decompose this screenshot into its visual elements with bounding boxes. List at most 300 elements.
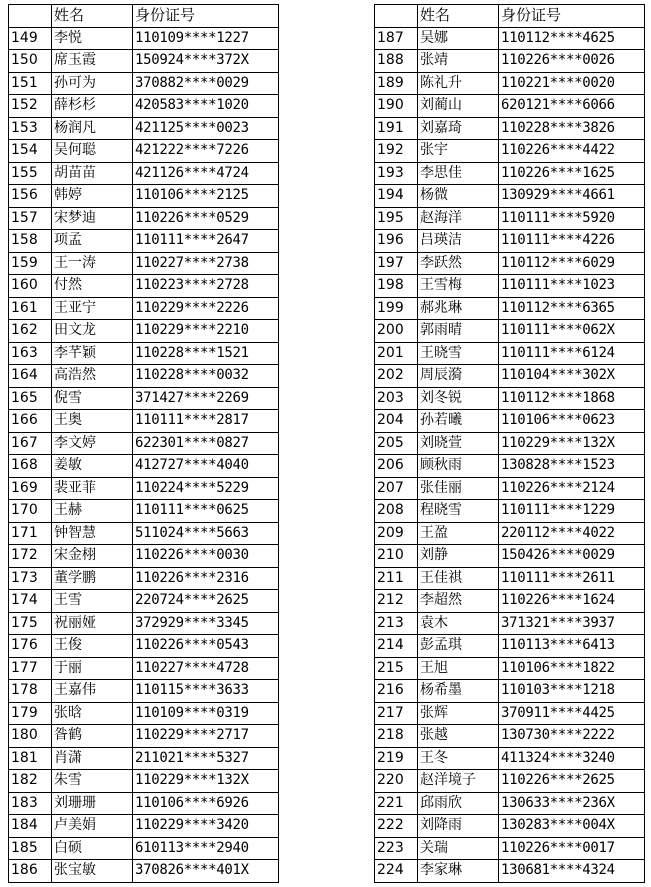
- id-number-cell[interactable]: 130633****236X: [499, 792, 645, 815]
- id-number-cell[interactable]: 110226****0026: [499, 50, 645, 73]
- row-index-cell[interactable]: 175: [9, 612, 52, 635]
- name-cell[interactable]: 席玉霞: [52, 50, 133, 73]
- id-header-cell[interactable]: 身份证号: [133, 5, 279, 28]
- row-index-cell[interactable]: 207: [375, 477, 418, 500]
- name-cell[interactable]: 杨希墨: [418, 680, 499, 703]
- row-index-cell[interactable]: 212: [375, 590, 418, 613]
- left-roster-table: [8, 4, 279, 883]
- table-row: [375, 500, 645, 523]
- name-cell[interactable]: 王雪梅: [418, 275, 499, 298]
- id-number-cell[interactable]: 110111****4226: [499, 230, 645, 253]
- row-index-cell[interactable]: 222: [375, 815, 418, 838]
- name-cell[interactable]: 邱雨欣: [418, 792, 499, 815]
- row-index-cell[interactable]: 184: [9, 815, 52, 838]
- row-index-cell[interactable]: 170: [9, 500, 52, 523]
- row-index-cell[interactable]: 179: [9, 702, 52, 725]
- id-number-cell[interactable]: 110109****1227: [133, 27, 279, 50]
- id-number-cell[interactable]: 150924****372X: [133, 50, 279, 73]
- name-cell[interactable]: 王一涛: [52, 252, 133, 275]
- id-number-cell[interactable]: 421126****4724: [133, 162, 279, 185]
- row-index-cell[interactable]: 168: [9, 455, 52, 478]
- row-index-cell[interactable]: 180: [9, 725, 52, 748]
- table-row: [9, 27, 279, 50]
- row-index-cell[interactable]: 181: [9, 747, 52, 770]
- table-row: [375, 477, 645, 500]
- name-cell[interactable]: 卢美娟: [52, 815, 133, 838]
- row-index-cell[interactable]: 156: [9, 185, 52, 208]
- name-cell[interactable]: 孙可为: [52, 72, 133, 95]
- row-index-cell[interactable]: 192: [375, 140, 418, 163]
- name-cell[interactable]: 张晗: [52, 702, 133, 725]
- row-index-cell[interactable]: 203: [375, 387, 418, 410]
- id-number-cell[interactable]: 421125****0023: [133, 117, 279, 140]
- row-index-cell[interactable]: 193: [375, 162, 418, 185]
- name-cell[interactable]: 裴亚菲: [52, 477, 133, 500]
- name-cell[interactable]: 昝鹤: [52, 725, 133, 748]
- id-number-cell[interactable]: 110109****0319: [133, 702, 279, 725]
- name-cell[interactable]: 周辰漪: [418, 365, 499, 388]
- id-number-cell[interactable]: 110113****6413: [499, 635, 645, 658]
- table-row: [375, 72, 645, 95]
- name-cell[interactable]: 刘晓萱: [418, 432, 499, 455]
- name-cell[interactable]: 张靖: [418, 50, 499, 73]
- id-number-cell[interactable]: 110106****6926: [133, 792, 279, 815]
- name-cell[interactable]: 张宝敏: [52, 860, 133, 883]
- id-number-cell[interactable]: 110112****6029: [499, 252, 645, 275]
- right-roster-table: [374, 4, 645, 883]
- row-index-cell[interactable]: 194: [375, 185, 418, 208]
- name-cell[interactable]: 李超然: [418, 590, 499, 613]
- row-index-cell[interactable]: 202: [375, 365, 418, 388]
- table-row: [375, 252, 645, 275]
- name-cell[interactable]: 郭雨晴: [418, 320, 499, 343]
- row-index-cell[interactable]: 215: [375, 657, 418, 680]
- name-cell[interactable]: 肖潇: [52, 747, 133, 770]
- name-cell[interactable]: 李文婷: [52, 432, 133, 455]
- row-index-cell[interactable]: 159: [9, 252, 52, 275]
- table-row: [375, 275, 645, 298]
- table-row: [375, 140, 645, 163]
- row-index-cell[interactable]: 173: [9, 567, 52, 590]
- row-index-cell[interactable]: 221: [375, 792, 418, 815]
- name-cell[interactable]: 刘蔺山: [418, 95, 499, 118]
- id-number-cell[interactable]: 110111****2817: [133, 410, 279, 433]
- table-row: [9, 432, 279, 455]
- name-cell[interactable]: 袁木: [418, 612, 499, 635]
- name-cell[interactable]: 王晓雪: [418, 342, 499, 365]
- row-index-cell[interactable]: 152: [9, 95, 52, 118]
- row-index-cell[interactable]: 205: [375, 432, 418, 455]
- row-index-cell[interactable]: 204: [375, 410, 418, 433]
- table-row: [375, 342, 645, 365]
- name-cell[interactable]: 田文龙: [52, 320, 133, 343]
- name-cell[interactable]: 关瑞: [418, 837, 499, 860]
- id-number-cell[interactable]: 110229****2226: [133, 297, 279, 320]
- row-index-cell[interactable]: 165: [9, 387, 52, 410]
- id-number-cell[interactable]: 110111****2647: [133, 230, 279, 253]
- name-cell[interactable]: 王旭: [418, 657, 499, 680]
- name-cell[interactable]: 王冬: [418, 747, 499, 770]
- row-index-cell[interactable]: 210: [375, 545, 418, 568]
- row-index-cell[interactable]: 164: [9, 365, 52, 388]
- table-row: [375, 792, 645, 815]
- row-index-cell[interactable]: 182: [9, 770, 52, 793]
- row-index-cell[interactable]: 209: [375, 522, 418, 545]
- row-index-cell[interactable]: 214: [375, 635, 418, 658]
- table-row: [9, 140, 279, 163]
- table-row: [9, 680, 279, 703]
- table-row: [375, 410, 645, 433]
- index-header-cell[interactable]: [9, 5, 52, 28]
- name-cell[interactable]: 李跃然: [418, 252, 499, 275]
- table-row: [375, 635, 645, 658]
- row-index-cell[interactable]: 216: [375, 680, 418, 703]
- name-cell[interactable]: 吕瑛洁: [418, 230, 499, 253]
- name-cell[interactable]: 王盈: [418, 522, 499, 545]
- id-number-cell[interactable]: 220112****4022: [499, 522, 645, 545]
- right-table-body: [375, 5, 645, 883]
- row-index-cell[interactable]: 161: [9, 297, 52, 320]
- name-cell[interactable]: 孙若曦: [418, 410, 499, 433]
- table-row: [9, 95, 279, 118]
- row-index-cell[interactable]: 178: [9, 680, 52, 703]
- name-cell[interactable]: 彭孟琪: [418, 635, 499, 658]
- id-number-cell[interactable]: 110112****4625: [499, 27, 645, 50]
- name-cell[interactable]: 李芊颖: [52, 342, 133, 365]
- id-number-cell[interactable]: 110226****1625: [499, 162, 645, 185]
- id-number-cell[interactable]: 110226****2316: [133, 567, 279, 590]
- table-row: [9, 770, 279, 793]
- row-index-cell[interactable]: 183: [9, 792, 52, 815]
- name-cell[interactable]: 赵海洋: [418, 207, 499, 230]
- name-cell[interactable]: 顾秋雨: [418, 455, 499, 478]
- table-row: [9, 500, 279, 523]
- table-row: [375, 27, 645, 50]
- table-row: [9, 410, 279, 433]
- table-row: [9, 207, 279, 230]
- table-row: [9, 612, 279, 635]
- name-cell[interactable]: 付然: [52, 275, 133, 298]
- table-row: [9, 590, 279, 613]
- name-cell[interactable]: 胡苗苗: [52, 162, 133, 185]
- name-cell[interactable]: 李思佳: [418, 162, 499, 185]
- name-cell[interactable]: 宋金栩: [52, 545, 133, 568]
- id-number-cell[interactable]: 110229****2210: [133, 320, 279, 343]
- row-index-cell[interactable]: 223: [375, 837, 418, 860]
- name-cell[interactable]: 高浩然: [52, 365, 133, 388]
- id-number-cell[interactable]: 421222****7226: [133, 140, 279, 163]
- name-cell[interactable]: 张越: [418, 725, 499, 748]
- table-row: [375, 657, 645, 680]
- row-index-cell[interactable]: 211: [375, 567, 418, 590]
- name-cell[interactable]: 李家琳: [418, 860, 499, 883]
- id-number-cell[interactable]: 110224****5229: [133, 477, 279, 500]
- row-index-cell[interactable]: 196: [375, 230, 418, 253]
- id-number-cell[interactable]: 110226****0030: [133, 545, 279, 568]
- id-number-cell[interactable]: 110104****302X: [499, 365, 645, 388]
- row-index-cell[interactable]: 151: [9, 72, 52, 95]
- name-cell[interactable]: 朱雪: [52, 770, 133, 793]
- row-index-cell[interactable]: 155: [9, 162, 52, 185]
- id-number-cell[interactable]: 110111****5920: [499, 207, 645, 230]
- name-cell[interactable]: 吴何聪: [52, 140, 133, 163]
- row-index-cell[interactable]: 162: [9, 320, 52, 343]
- table-row: [375, 185, 645, 208]
- id-number-cell[interactable]: 110226****0017: [499, 837, 645, 860]
- id-number-cell[interactable]: 420583****1020: [133, 95, 279, 118]
- row-index-cell[interactable]: 218: [375, 725, 418, 748]
- row-index-cell[interactable]: 172: [9, 545, 52, 568]
- table-row: [9, 117, 279, 140]
- row-index-cell[interactable]: 199: [375, 297, 418, 320]
- table-row: [9, 837, 279, 860]
- row-index-cell[interactable]: 150: [9, 50, 52, 73]
- id-number-cell[interactable]: 211021****5327: [133, 747, 279, 770]
- name-cell[interactable]: 刘静: [418, 545, 499, 568]
- name-cell[interactable]: 项孟: [52, 230, 133, 253]
- row-index-cell[interactable]: 176: [9, 635, 52, 658]
- row-index-cell[interactable]: 177: [9, 657, 52, 680]
- id-number-cell[interactable]: 370911****4425: [499, 702, 645, 725]
- id-number-cell[interactable]: 110106****1822: [499, 657, 645, 680]
- row-index-cell[interactable]: 198: [375, 275, 418, 298]
- table-row: [9, 387, 279, 410]
- id-number-cell[interactable]: 150426****0029: [499, 545, 645, 568]
- name-header-cell[interactable]: 姓名: [418, 5, 499, 28]
- header-row: [9, 5, 279, 28]
- name-cell[interactable]: 张佳丽: [418, 477, 499, 500]
- id-number-cell[interactable]: 110226****1624: [499, 590, 645, 613]
- table-row: [375, 567, 645, 590]
- id-number-cell[interactable]: 110115****3633: [133, 680, 279, 703]
- name-cell[interactable]: 王雪: [52, 590, 133, 613]
- name-header-cell[interactable]: 姓名: [52, 5, 133, 28]
- id-number-cell[interactable]: 110227****4728: [133, 657, 279, 680]
- row-index-cell[interactable]: 186: [9, 860, 52, 883]
- id-number-cell[interactable]: 110103****1218: [499, 680, 645, 703]
- id-number-cell[interactable]: 110111****062X: [499, 320, 645, 343]
- row-index-cell[interactable]: 206: [375, 455, 418, 478]
- name-cell[interactable]: 薛杉杉: [52, 95, 133, 118]
- row-index-cell[interactable]: 157: [9, 207, 52, 230]
- id-number-cell[interactable]: 110229****132X: [499, 432, 645, 455]
- table-row: [9, 252, 279, 275]
- table-row: [375, 162, 645, 185]
- row-index-cell[interactable]: 185: [9, 837, 52, 860]
- name-cell[interactable]: 姜敏: [52, 455, 133, 478]
- id-number-cell[interactable]: 110229****3420: [133, 815, 279, 838]
- table-row: [9, 50, 279, 73]
- id-number-cell[interactable]: 110228****3826: [499, 117, 645, 140]
- table-row: [9, 522, 279, 545]
- row-index-cell[interactable]: 174: [9, 590, 52, 613]
- name-cell[interactable]: 祝丽娅: [52, 612, 133, 635]
- table-row: [375, 590, 645, 613]
- id-number-cell[interactable]: 110227****2738: [133, 252, 279, 275]
- table-row: [9, 747, 279, 770]
- id-number-cell[interactable]: 110112****6365: [499, 297, 645, 320]
- id-number-cell[interactable]: 110112****1868: [499, 387, 645, 410]
- table-row: [9, 702, 279, 725]
- id-number-cell[interactable]: 110226****2625: [499, 770, 645, 793]
- name-cell[interactable]: 刘降雨: [418, 815, 499, 838]
- name-cell[interactable]: 杨微: [418, 185, 499, 208]
- id-number-cell[interactable]: 371427****2269: [133, 387, 279, 410]
- name-cell[interactable]: 于丽: [52, 657, 133, 680]
- id-number-cell[interactable]: 110226****4422: [499, 140, 645, 163]
- name-cell[interactable]: 杨润凡: [52, 117, 133, 140]
- name-cell[interactable]: 张宇: [418, 140, 499, 163]
- row-index-cell[interactable]: 189: [375, 72, 418, 95]
- table-row: [9, 455, 279, 478]
- table-row: [375, 747, 645, 770]
- table-row: [9, 657, 279, 680]
- row-index-cell[interactable]: 213: [375, 612, 418, 635]
- row-index-cell[interactable]: 217: [375, 702, 418, 725]
- name-cell[interactable]: 王俊: [52, 635, 133, 658]
- row-index-cell[interactable]: 153: [9, 117, 52, 140]
- name-cell[interactable]: 钟智慧: [52, 522, 133, 545]
- id-number-cell[interactable]: 511024****5663: [133, 522, 279, 545]
- id-number-cell[interactable]: 110106****0623: [499, 410, 645, 433]
- row-index-cell[interactable]: 188: [375, 50, 418, 73]
- name-cell[interactable]: 董学鹏: [52, 567, 133, 590]
- table-row: [375, 207, 645, 230]
- row-index-cell[interactable]: 166: [9, 410, 52, 433]
- name-cell[interactable]: 张辉: [418, 702, 499, 725]
- row-index-cell[interactable]: 201: [375, 342, 418, 365]
- id-number-cell[interactable]: 130828****1523: [499, 455, 645, 478]
- id-number-cell[interactable]: 220724****2625: [133, 590, 279, 613]
- name-cell[interactable]: 李悦: [52, 27, 133, 50]
- name-cell[interactable]: 王嘉伟: [52, 680, 133, 703]
- id-number-cell[interactable]: 110111****2611: [499, 567, 645, 590]
- table-row: [375, 725, 645, 748]
- row-index-cell[interactable]: 200: [375, 320, 418, 343]
- id-header-cell[interactable]: 身份证号: [499, 5, 645, 28]
- id-number-cell[interactable]: 371321****3937: [499, 612, 645, 635]
- name-cell[interactable]: 王亚宁: [52, 297, 133, 320]
- id-number-cell[interactable]: 370826****401X: [133, 860, 279, 883]
- name-cell[interactable]: 刘珊珊: [52, 792, 133, 815]
- row-index-cell[interactable]: 149: [9, 27, 52, 50]
- table-row: [9, 342, 279, 365]
- id-number-cell[interactable]: 110226****0529: [133, 207, 279, 230]
- name-cell[interactable]: 王奥: [52, 410, 133, 433]
- id-number-cell[interactable]: 130730****2222: [499, 725, 645, 748]
- table-row: [375, 815, 645, 838]
- name-cell[interactable]: 白硕: [52, 837, 133, 860]
- id-number-cell[interactable]: 370882****0029: [133, 72, 279, 95]
- row-index-cell[interactable]: 208: [375, 500, 418, 523]
- id-number-cell[interactable]: 110111****0625: [133, 500, 279, 523]
- table-row: [375, 230, 645, 253]
- id-number-cell[interactable]: 110111****1023: [499, 275, 645, 298]
- row-index-cell[interactable]: 160: [9, 275, 52, 298]
- row-index-cell[interactable]: 171: [9, 522, 52, 545]
- name-cell[interactable]: 刘冬锐: [418, 387, 499, 410]
- row-index-cell[interactable]: 191: [375, 117, 418, 140]
- name-cell[interactable]: 宋梦迪: [52, 207, 133, 230]
- id-number-cell[interactable]: 110223****2728: [133, 275, 279, 298]
- name-cell[interactable]: 刘嘉琦: [418, 117, 499, 140]
- id-number-cell[interactable]: 110106****2125: [133, 185, 279, 208]
- name-cell[interactable]: 王赫: [52, 500, 133, 523]
- row-index-cell[interactable]: 167: [9, 432, 52, 455]
- table-row: [9, 792, 279, 815]
- row-index-cell[interactable]: 169: [9, 477, 52, 500]
- name-cell[interactable]: 郝兆琳: [418, 297, 499, 320]
- id-number-cell[interactable]: 620121****6066: [499, 95, 645, 118]
- id-number-cell[interactable]: 372929****3345: [133, 612, 279, 635]
- id-number-cell[interactable]: 130929****4661: [499, 185, 645, 208]
- row-index-cell[interactable]: 154: [9, 140, 52, 163]
- table-row: [9, 545, 279, 568]
- row-index-cell[interactable]: 190: [375, 95, 418, 118]
- name-cell[interactable]: 吴娜: [418, 27, 499, 50]
- name-cell[interactable]: 王佳祺: [418, 567, 499, 590]
- left-table-body: [9, 5, 279, 883]
- id-number-cell[interactable]: 412727****4040: [133, 455, 279, 478]
- row-index-cell[interactable]: 220: [375, 770, 418, 793]
- row-index-cell[interactable]: 163: [9, 342, 52, 365]
- table-row: [9, 275, 279, 298]
- row-index-cell[interactable]: 187: [375, 27, 418, 50]
- id-number-cell[interactable]: 110111****6124: [499, 342, 645, 365]
- table-row: [375, 860, 645, 883]
- row-index-cell[interactable]: 219: [375, 747, 418, 770]
- id-number-cell[interactable]: 610113****2940: [133, 837, 279, 860]
- table-row: [375, 297, 645, 320]
- id-number-cell[interactable]: 110229****2717: [133, 725, 279, 748]
- table-row: [375, 702, 645, 725]
- id-number-cell[interactable]: 110111****1229: [499, 500, 645, 523]
- index-header-cell[interactable]: [375, 5, 418, 28]
- row-index-cell[interactable]: 195: [375, 207, 418, 230]
- table-row: [375, 545, 645, 568]
- name-cell[interactable]: 韩婷: [52, 185, 133, 208]
- name-cell[interactable]: 赵洋境子: [418, 770, 499, 793]
- table-row: [9, 230, 279, 253]
- table-row: [375, 612, 645, 635]
- row-index-cell[interactable]: 158: [9, 230, 52, 253]
- id-number-cell[interactable]: 411324****3240: [499, 747, 645, 770]
- table-row: [9, 567, 279, 590]
- id-number-cell[interactable]: 110226****0543: [133, 635, 279, 658]
- id-number-cell[interactable]: 110226****2124: [499, 477, 645, 500]
- table-row: [9, 725, 279, 748]
- id-number-cell[interactable]: 130283****004X: [499, 815, 645, 838]
- table-row: [9, 320, 279, 343]
- name-cell[interactable]: 倪雪: [52, 387, 133, 410]
- id-number-cell[interactable]: 110228****0032: [133, 365, 279, 388]
- row-index-cell[interactable]: 224: [375, 860, 418, 883]
- id-number-cell[interactable]: 130681****4324: [499, 860, 645, 883]
- table-row: [375, 432, 645, 455]
- row-index-cell[interactable]: 197: [375, 252, 418, 275]
- header-row: [375, 5, 645, 28]
- table-row: [375, 117, 645, 140]
- table-row: [9, 477, 279, 500]
- name-cell[interactable]: 程晓雪: [418, 500, 499, 523]
- id-number-cell[interactable]: 110229****132X: [133, 770, 279, 793]
- id-number-cell[interactable]: 110228****1521: [133, 342, 279, 365]
- id-number-cell[interactable]: 622301****0827: [133, 432, 279, 455]
- name-cell[interactable]: 陈礼升: [418, 72, 499, 95]
- id-number-cell[interactable]: 110221****0020: [499, 72, 645, 95]
- table-row: [9, 815, 279, 838]
- table-row: [9, 635, 279, 658]
